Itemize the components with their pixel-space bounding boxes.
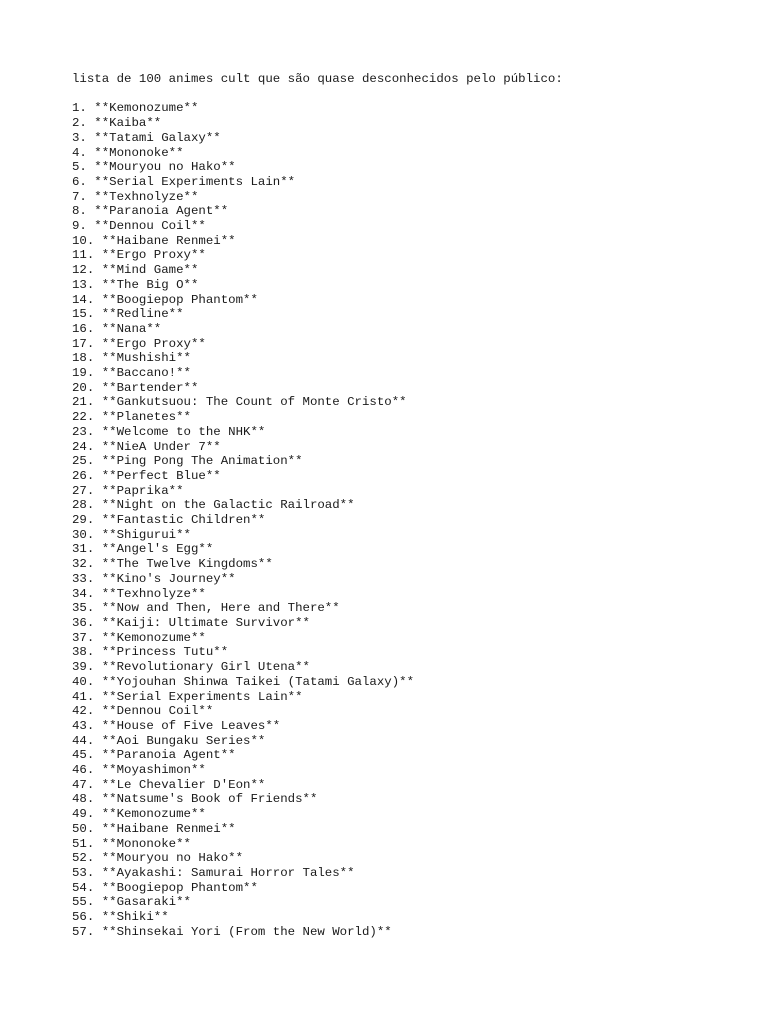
- intro-text: lista de 100 animes cult que são quase desconhecidos pelo público:: [72, 72, 563, 86]
- list-item: 45. **Paranoia Agent**: [72, 748, 236, 763]
- list-item: 26. **Perfect Blue**: [72, 468, 221, 483]
- list-item: 18. **Mushishi**: [72, 351, 191, 366]
- list-item: 51. **Mononoke**: [72, 836, 191, 851]
- list-item: 15. **Redline**: [72, 307, 184, 322]
- list-item: 57. **Shinsekai Yori (From the New World)**: [72, 924, 392, 939]
- list-item: 42. **Dennou Coil**: [72, 704, 214, 719]
- list-item: 24. **NieA Under 7**: [72, 439, 221, 454]
- list-item: 17. **Ergo Proxy**: [72, 336, 206, 351]
- list-item: 41. **Serial Experiments Lain**: [72, 689, 303, 704]
- list-item: 35. **Now and Then, Here and There**: [72, 601, 340, 616]
- list-item: 48. **Natsume's Book of Friends**: [72, 792, 318, 807]
- list-item: 23. **Welcome to the NHK**: [72, 424, 266, 439]
- list-item: 27. **Paprika**: [72, 483, 184, 498]
- list-item: 32. **The Twelve Kingdoms**: [72, 557, 273, 572]
- list-item: 11. **Ergo Proxy**: [72, 248, 206, 263]
- list-item: 46. **Moyashimon**: [72, 763, 206, 778]
- list-item: 47. **Le Chevalier D'Eon**: [72, 777, 266, 792]
- list-item: 1. **Kemonozume**: [72, 101, 199, 116]
- list-item: 22. **Planetes**: [72, 410, 191, 425]
- list-item: 56. **Shiki**: [72, 910, 169, 925]
- list-item: 29. **Fantastic Children**: [72, 513, 266, 528]
- list-item: 40. **Yojouhan Shinwa Taikei (Tatami Galaxy)**: [72, 674, 415, 689]
- list-item: 2. **Kaiba**: [72, 116, 162, 131]
- list-item: 55. **Gasaraki**: [72, 895, 191, 910]
- document-page: [72, 72, 712, 939]
- list-item: 8. **Paranoia Agent**: [72, 204, 229, 219]
- list-item: 53. **Ayakashi: Samurai Horror Tales**: [72, 865, 355, 880]
- list-item: 6. **Serial Experiments Lain**: [72, 174, 296, 189]
- list-item: 12. **Mind Game**: [72, 263, 199, 278]
- list-item: 16. **Nana**: [72, 321, 162, 336]
- list-item: 52. **Mouryou no Hako**: [72, 851, 244, 866]
- list-item: 13. **The Big O**: [72, 277, 199, 292]
- list-item: 5. **Mouryou no Hako**: [72, 160, 236, 175]
- list-item: 33. **Kino's Journey**: [72, 571, 236, 586]
- list-item: 20. **Bartender**: [72, 380, 199, 395]
- list-item: 3. **Tatami Galaxy**: [72, 130, 221, 145]
- list-item: 25. **Ping Pong The Animation**: [72, 454, 303, 469]
- list-item: 54. **Boogiepop Phantom**: [72, 880, 258, 895]
- list-item: 38. **Princess Tutu**: [72, 645, 229, 660]
- list-item: 4. **Mononoke**: [72, 145, 184, 160]
- list-item: 44. **Aoi Bungaku Series**: [72, 733, 266, 748]
- list-item: 37. **Kemonozume**: [72, 630, 206, 645]
- list-item: 36. **Kaiji: Ultimate Survivor**: [72, 616, 310, 630]
- list-item: 10. **Haibane Renmei**: [72, 233, 236, 248]
- list-item: 31. **Angel's Egg**: [72, 542, 214, 557]
- list-item: 50. **Haibane Renmei**: [72, 821, 236, 836]
- list-item: 43. **House of Five Leaves**: [72, 718, 281, 733]
- list-item: 14. **Boogiepop Phantom**: [72, 292, 258, 307]
- list-item: 21. **Gankutsuou: The Count of Monte Cristo**: [72, 395, 407, 410]
- list-item: 9. **Dennou Coil**: [72, 219, 206, 234]
- list-item: 19. **Baccano!**: [72, 366, 191, 381]
- list-item: 7. **Texhnolyze**: [72, 189, 199, 204]
- list-item: 39. **Revolutionary Girl Utena**: [72, 660, 310, 675]
- list-item: 49. **Kemonozume**: [72, 807, 206, 822]
- list-item: 30. **Shigurui**: [72, 527, 191, 542]
- list-item: 28. **Night on the Galactic Railroad**: [72, 498, 355, 513]
- list-item: 34. **Texhnolyze**: [72, 586, 206, 601]
- anime-list: [72, 101, 712, 939]
